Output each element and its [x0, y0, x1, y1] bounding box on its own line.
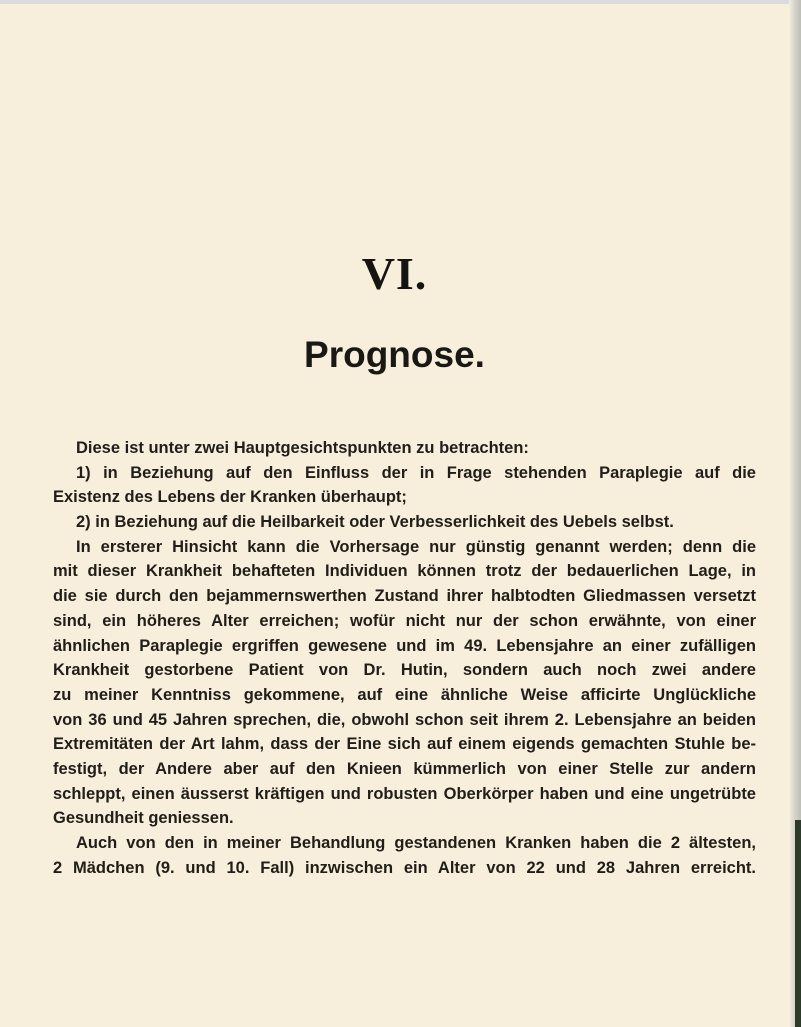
- text-line: ähnlichen Paraplegie ergriffen gewesene und im 49. Lebensjahre an einer zufälligen: [53, 636, 756, 655]
- text-line: 1) in Beziehung auf den Einfluss der in Frage stehenden Paraplegie auf die: [76, 463, 756, 482]
- text-line: schleppt, einen äusserst kräftigen und robusten Oberkörper haben und eine ungetrübte: [53, 784, 756, 803]
- text-line: von 36 und 45 Jahren sprechen, die, obwohl schon seit ihrem 2. Lebensjahre an beiden: [53, 710, 756, 729]
- text-line: zu meiner Kenntniss gekommene, auf eine ähnliche Weise afficirte Unglückliche: [53, 685, 756, 704]
- page-top-edge: [0, 0, 801, 4]
- text-line: 2 Mädchen (9. und 10. Fall) inzwischen ein Alter von 22 und 28 Jahren erreicht.: [53, 858, 756, 877]
- chapter-number: VI.: [361, 248, 428, 299]
- text-line: Krankheit gestorbene Patient von Dr. Hutin, sondern auch noch zwei andere: [53, 661, 756, 680]
- text-line: Extremitäten der Art lahm, dass der Eine sich auf einem eigends gemachten Stuhle be-: [53, 735, 756, 754]
- text-line: Diese ist unter zwei Hauptgesichtspunkten zu betrachten:: [76, 439, 529, 457]
- text-line: Auch von den in meiner Behandlung gestandenen Kranken haben die 2 ältesten,: [76, 834, 756, 852]
- body-text: [53, 436, 756, 880]
- text-line: Existenz des Lebens der Kranken überhaupt;: [53, 488, 407, 507]
- text-line: die sie durch den bejammernswerthen Zustand ihrer halbtodten Gliedmassen versetzt: [53, 587, 756, 606]
- text-line: festigt, der Andere aber auf den Knieen kümmerlich von einer Stelle zur andern: [53, 759, 756, 778]
- page-binding-shadow: [795, 820, 801, 1027]
- text-line: In ersterer Hinsicht kann die Vorhersage nur günstig genannt werden; denn die: [76, 537, 756, 556]
- text-line: sind, ein höheres Alter erreichen; wofür nicht nur der schon erwähnte, von einer: [53, 611, 756, 630]
- text-line: 2) in Beziehung auf die Heilbarkeit oder Verbesserlichkeit des Uebels selbst.: [76, 513, 674, 532]
- text-line: Gesundheit geniessen.: [53, 809, 234, 828]
- text-line: mit dieser Krankheit behafteten Individuen können trotz der bedauerlichen Lage, in: [53, 562, 756, 581]
- chapter-title: Prognose.: [304, 334, 485, 375]
